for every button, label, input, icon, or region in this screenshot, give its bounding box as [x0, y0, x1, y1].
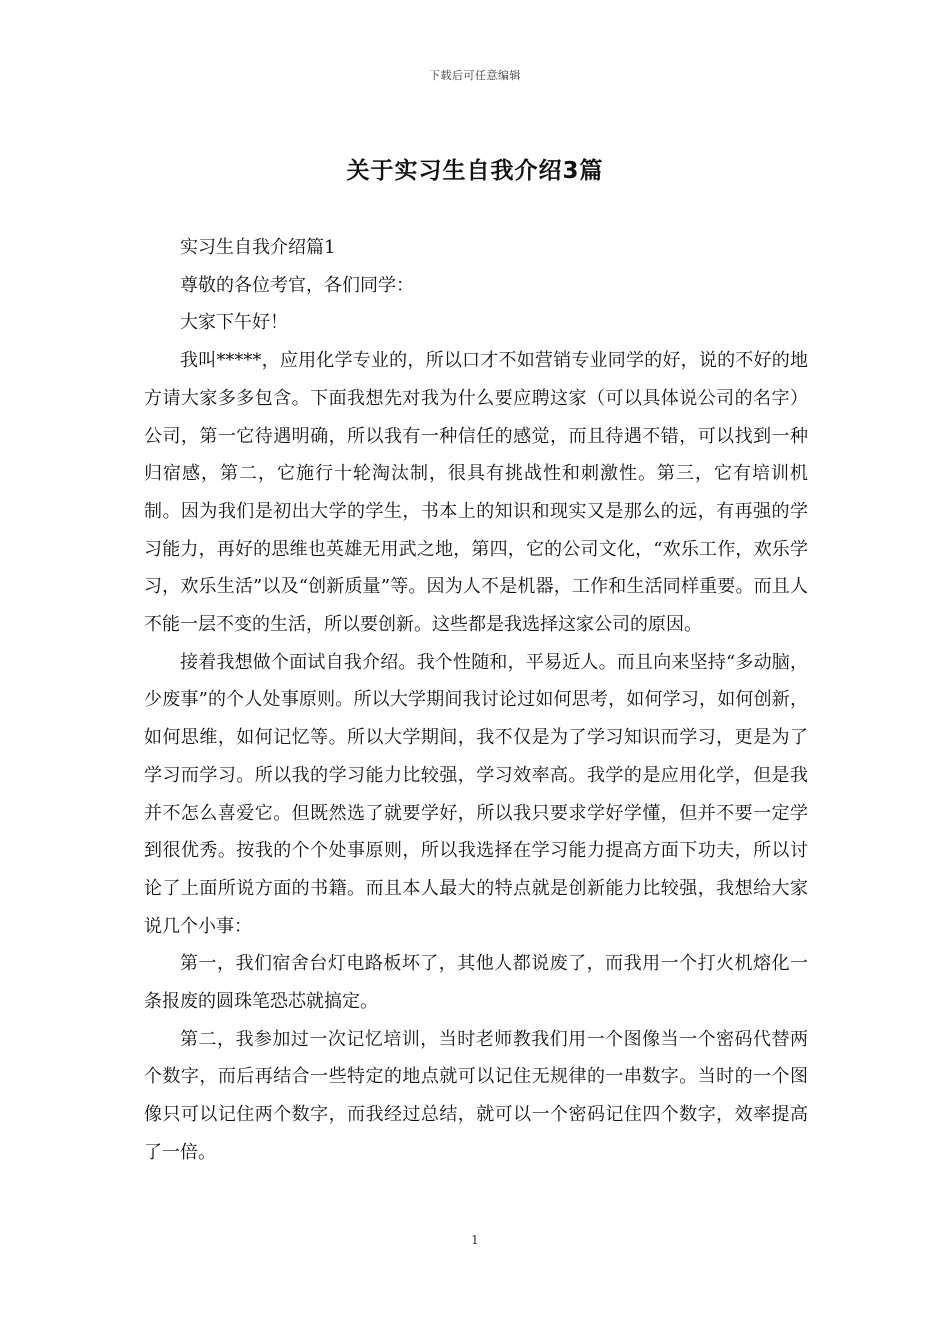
page-number: 1	[471, 1233, 479, 1247]
body-paragraph: 第一，我们宿舍台灯电路板坏了，其他人都说废了，而我用一个打火机熔化一条报废的圆珠笔恐芯就搞定。	[144, 953, 808, 1013]
document-body	[144, 229, 808, 1172]
section-heading: 实习生自我介绍篇1	[180, 237, 336, 258]
body-paragraph: 我叫*****，应用化学专业的，所以口才不如营销专业同学的好，说的不好的地方请大家多多包含。下面我想先对我为什么要应聘这家（可以具体说公司的名字）公司，第一它待遇明确，所以我有一种信任的感觉，而且待遇不错，可以找到一种归宿感，第二，它施行十轮淘汰制，很具有挑战性和刺激性。第三，它有培训机制。因为我们是初出大学的学生，书本上的知识和现实又是那么的远，有再强的学习能力，再好的思维也英雄无用武之地，第四，它的公司文化，“欢乐工作，欢乐学习，欢乐生活”以及“创新质量”等。因为人不是机器，工作和生活同样重要。而且人不能一层不变的生活，所以要创新。这些都是我选择这家公司的原因。	[144, 350, 808, 636]
page-header-note: 下载后可任意编辑	[429, 69, 521, 82]
body-paragraph: 第二，我参加过一次记忆培训，当时老师教我们用一个图像当一个密码代替两个数字，而后再结合一些特定的地点就可以记住无规律的一串数字。当时的一个图像只可以记住两个数字，而我经过总结，就可以一个密码记住四个数字，效率提高了一倍。	[144, 1028, 808, 1163]
body-paragraph: 接着我想做个面试自我介绍。我个性随和，平易近人。而且向来坚持“多动脑，少废事”的个人处事原则。所以大学期间我讨论过如何思考，如何学习，如何创新，如何思维，如何记忆等。所以大学期间，我不仅是为了学习知识而学习，更是为了学习而学习。所以我的学习能力比较强，学习效率高。我学的是应用化学，但是我并不怎么喜爱它。但既然选了就要学好，所以我只要求学好学懂，但并不要一定学到很优秀。按我的个个处事原则，所以我选择在学习能力提高方面下功夫，所以讨论了上面所说方面的书籍。而且本人最大的特点就是创新能力比较强，我想给大家说几个小事：	[144, 651, 808, 937]
document-title: 关于实习生自我介绍3篇	[346, 158, 604, 184]
greeting-paragraph: 大家下午好！	[180, 312, 288, 334]
salutation-paragraph: 尊敬的各位考官，各们同学：	[180, 274, 414, 296]
